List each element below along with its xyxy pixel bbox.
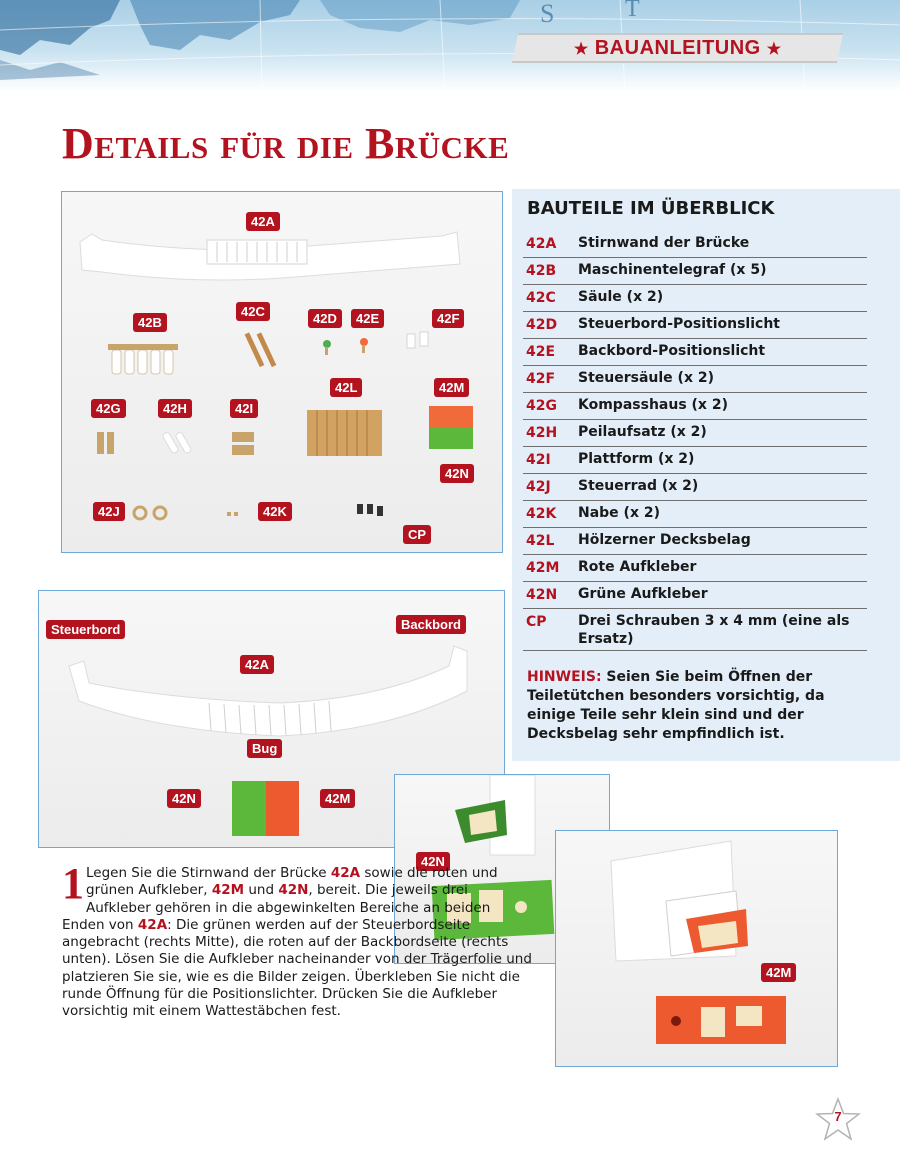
page-title: Details für die Brücke: [62, 119, 510, 168]
tag-42c: 42C: [236, 302, 270, 321]
part-name: Säule (x 2): [578, 289, 664, 305]
tag-42n: 42N: [440, 464, 474, 483]
part-row: [523, 501, 867, 528]
part-name: Steuerbord-Positionslicht: [578, 316, 780, 332]
tag-42b: 42B: [133, 313, 167, 332]
part-id: 42A: [526, 236, 557, 252]
tag-42k: 42K: [258, 502, 292, 521]
page-number: 7: [834, 1109, 842, 1124]
part-row: [523, 474, 867, 501]
part-row: [523, 285, 867, 312]
part-row: [523, 609, 867, 651]
part-name: Peilaufsatz (x 2): [578, 424, 707, 440]
tag-42i: 42I: [230, 399, 258, 418]
part-name: Stirnwand der Brücke: [578, 235, 750, 251]
hint-text: [527, 668, 867, 744]
svg-text:S: S: [540, 0, 555, 28]
part-name: Backbord-Positionslicht: [578, 343, 766, 359]
part-id: 42B: [526, 263, 557, 279]
part-name: Kompasshaus (x 2): [578, 397, 728, 413]
part-name: Maschinentelegraf (x 5): [578, 262, 767, 278]
step-text: sowie die roten und grünen Aufkleber,: [86, 865, 498, 899]
part-row: [523, 393, 867, 420]
part-name: Steuersäule (x 2): [578, 370, 714, 386]
tag-42m: 42M: [434, 378, 469, 397]
tag-steuerbord: Steuerbord: [46, 620, 125, 639]
step-text: Legen Sie die Stirnwand der Brücke: [86, 865, 331, 881]
part-ref: 42A: [137, 916, 168, 933]
part-name: Hölzerner Decksbelag: [578, 532, 751, 548]
part-name: Steuerrad (x 2): [578, 478, 699, 494]
section-banner: [512, 33, 843, 63]
step-text: : Die grünen werden auf der Steuerbordseite angebracht (rechts Mitte), die roten auf der Backbordseite (rechts unten). Lösen Sie die Aufkleber nacheinander von der Trägerfolie und platzieren Sie sie, wie es die Bilder zeigen. Überkleben Sie nicht die runde Öffnung für die Positionslichter. Drücken Sie die Aufkleber vorsichtig mit einem Wattestäbchen fest.: [62, 916, 532, 1020]
part-row: [523, 312, 867, 339]
part-ref: 42N: [278, 882, 309, 899]
tag-42h: 42H: [158, 399, 192, 418]
part-id: 42L: [526, 533, 555, 549]
part-name: Grüne Aufkleber: [578, 586, 708, 602]
tag-42j: 42J: [93, 502, 125, 521]
part-id: 42E: [526, 344, 556, 360]
parts-title: BAUTEILE IM ÜBERBLICK: [527, 198, 775, 219]
part-row: [523, 420, 867, 447]
part-row: [523, 447, 867, 474]
part-name: Nabe (x 2): [578, 505, 660, 521]
part-row: [523, 582, 867, 609]
part-id: 42N: [526, 587, 558, 603]
section-label: BAUANLEITUNG: [594, 36, 761, 59]
tag-42d: 42D: [308, 309, 342, 328]
tag-42n: 42N: [167, 789, 201, 808]
part-id: 42G: [526, 398, 557, 414]
tag-42e: 42E: [351, 309, 384, 328]
part-ref: 42A: [330, 865, 361, 881]
hint-body: Seien Sie beim Öffnen der Teiletütchen besonders vorsichtig, da einige Teile sehr klein sind und der Decksbelag sehr empfindlich ist.: [527, 669, 825, 742]
tag-backbord: Backbord: [396, 615, 466, 634]
part-id: 42I: [526, 452, 551, 468]
hint-label: HINWEIS:: [527, 669, 602, 685]
tag-42g: 42G: [91, 399, 126, 418]
red-sticker-photo: [555, 830, 838, 1067]
step-1-text: [62, 859, 532, 1021]
tag-42m: 42M: [320, 789, 355, 808]
part-id: 42J: [526, 479, 551, 495]
tag-42n: 42N: [416, 852, 450, 871]
tag-bug: Bug: [247, 739, 282, 758]
part-ref: 42M: [211, 882, 245, 899]
red-sticker-illustration: [556, 831, 839, 1068]
star-icon: ★: [766, 40, 782, 57]
part-row: [523, 528, 867, 555]
parts-list: [523, 231, 867, 651]
part-id: 42F: [526, 371, 556, 387]
part-id: 42H: [526, 425, 558, 441]
part-name: Plattform (x 2): [578, 451, 695, 467]
part-id: 42C: [526, 290, 556, 306]
tag-42a: 42A: [246, 212, 280, 231]
part-id: 42M: [526, 560, 560, 576]
part-id: CP: [526, 614, 547, 630]
part-id: 42K: [526, 506, 557, 522]
part-row: [523, 555, 867, 582]
tag-42l: 42L: [330, 378, 362, 397]
star-icon: ★: [573, 40, 589, 57]
part-row: [523, 366, 867, 393]
parts-overview-photo: [61, 191, 503, 553]
parts-illustration: [62, 192, 504, 554]
part-row: [523, 258, 867, 285]
tag-42m: 42M: [761, 963, 796, 982]
part-row: [523, 339, 867, 366]
part-name: Drei Schrauben 3 x 4 mm (eine als Ersatz): [578, 613, 850, 647]
part-name: Rote Aufkleber: [578, 559, 697, 575]
step-text: , bereit. Die jeweils drei Aufkleber gehören in die abgewinkelten Bereiche an beiden Enden von: [62, 882, 491, 933]
svg-text:T: T: [625, 0, 640, 22]
tag-cp: CP: [403, 525, 431, 544]
step-text: und: [244, 882, 279, 899]
tag-42a: 42A: [240, 655, 274, 674]
step-number: 1: [62, 859, 84, 908]
tag-42f: 42F: [432, 309, 464, 328]
part-row: [523, 231, 867, 258]
part-id: 42D: [526, 317, 558, 333]
